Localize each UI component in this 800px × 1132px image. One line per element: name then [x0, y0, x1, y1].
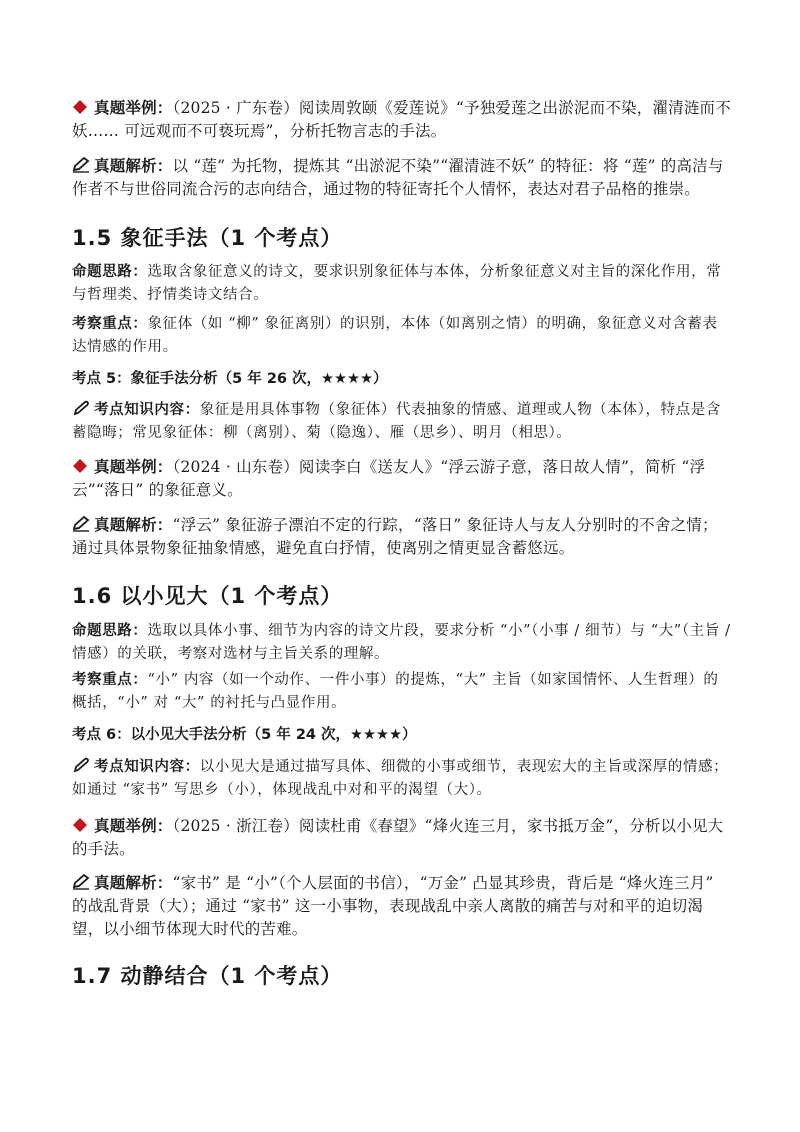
knowledge-paragraph [72, 756, 732, 802]
knowledge-label: 考点知识内容： [94, 759, 200, 775]
example-label: 真题举例： [94, 817, 173, 835]
pencil-icon [72, 157, 90, 173]
point-heading-5: 考点 5：象征手法分析（5 年 26 次，★★★★） [72, 371, 388, 387]
analysis-text: 以 “莲” 为托物，提炼其 “出淤泥不染”“濯清涟不妖” 的特征：将 “莲” 的高洁与作者不与世俗同流合污的志向结合，通过物的特征寄托个人情怀，表达对君子品格的推崇。 [72, 157, 724, 198]
idea-label: 命题思路： [72, 264, 148, 280]
idea-paragraph [72, 620, 732, 666]
focus-paragraph [72, 313, 732, 359]
section-heading-1-5: 1.5 象征手法（1 个考点） [72, 226, 343, 250]
example-paragraph [72, 815, 732, 861]
red-diamond-icon [72, 458, 88, 474]
idea-label: 命题思路： [72, 623, 148, 639]
pencil-icon [72, 874, 90, 890]
analysis-label: 真题解析： [94, 157, 173, 175]
focus-label: 考察重点： [72, 672, 148, 688]
analysis-text: “家书” 是 “小”（个人层面的书信），“万金” 凸显其珍贵，背后是 “烽火连三月” 的战乱背景（大）；通过 “家书” 这一小事物，表现战乱中亲人离散的痛苦与对和平的迫切渴望，以小细节体现大时代的苦难。 [72, 874, 714, 938]
focus-text: “小” 内容（如一个动作、一件小事）的提炼，“大” 主旨（如家国情怀、人生哲理）的概括，“小” 对 “大” 的衬托与凸显作用。 [72, 672, 719, 711]
point-heading-6: 考点 6：以小见大手法分析（5 年 24 次，★★★★） [72, 727, 417, 743]
example-label: 真题举例： [94, 99, 173, 117]
pen-icon [72, 757, 90, 773]
focus-label: 考察重点： [72, 316, 148, 332]
analysis-paragraph [72, 514, 732, 560]
analysis-label: 真题解析： [94, 874, 173, 892]
example-text: （2025 · 广东卷）阅读周敦颐《爱莲说》“予独爱莲之出淤泥而不染，濯清涟而不妖…… 可远观而不可亵玩焉”，分析托物言志的手法。 [72, 99, 731, 140]
example-text: （2025 · 浙江卷）阅读杜甫《春望》“烽火连三月，家书抵万金”，分析以小见大的手法。 [72, 817, 724, 858]
red-diamond-icon [72, 817, 88, 833]
example-paragraph [72, 456, 732, 502]
knowledge-text: 象征是用具体事物（象征体）代表抽象的情感、道理或人物（本体），特点是含蓄隐晦；常见象征体：柳（离别）、菊（隐逸）、雁（思乡）、明月（相思）。 [72, 402, 721, 441]
analysis-paragraph [72, 872, 732, 941]
analysis-text: “浮云” 象征游子漂泊不定的行踪，“落日” 象征诗人与友人分别时的不舍之情；通过具体景物象征抽象情感，避免直白抒情，使离别之情更显含蓄悠远。 [72, 516, 718, 557]
analysis-label: 真题解析： [94, 516, 173, 534]
example-label: 真题举例： [94, 458, 173, 476]
example-text: （2024 · 山东卷）阅读李白《送友人》“浮云游子意，落日故人情”，简析 “浮云”“落日” 的象征意义。 [72, 458, 706, 499]
focus-text: 象征体（如 “柳” 象征离别）的识别，本体（如离别之情）的明确，象征意义对含蓄表达情感的作用。 [72, 316, 718, 355]
analysis-paragraph [72, 155, 732, 201]
section-heading-1-6: 1.6 以小见大（1 个考点） [72, 584, 343, 608]
knowledge-paragraph [72, 399, 732, 445]
knowledge-label: 考点知识内容： [94, 402, 200, 418]
idea-paragraph [72, 261, 732, 307]
idea-text: 选取以具体小事、细节为内容的诗文片段，要求分析 “小”（小事 / 细节）与 “大”（主旨 / 情感）的关联，考察对选材与主旨关系的理解。 [72, 623, 731, 662]
focus-paragraph [72, 669, 732, 715]
example-paragraph [72, 97, 732, 143]
red-diamond-icon [72, 99, 88, 115]
section-heading-1-7: 1.7 动静结合（1 个考点） [72, 964, 343, 988]
pen-icon [72, 400, 90, 416]
idea-text: 选取含象征意义的诗文，要求识别象征体与本体，分析象征意义对主旨的深化作用，常与哲理类、抒情类诗文结合。 [72, 264, 722, 303]
pencil-icon [72, 516, 90, 532]
knowledge-text: 以小见大是通过描写具体、细微的小事或细节，表现宏大的主旨或深厚的情感；如通过 “家书” 写思乡（小），体现战乱中对和平的渴望（大）。 [72, 759, 729, 798]
